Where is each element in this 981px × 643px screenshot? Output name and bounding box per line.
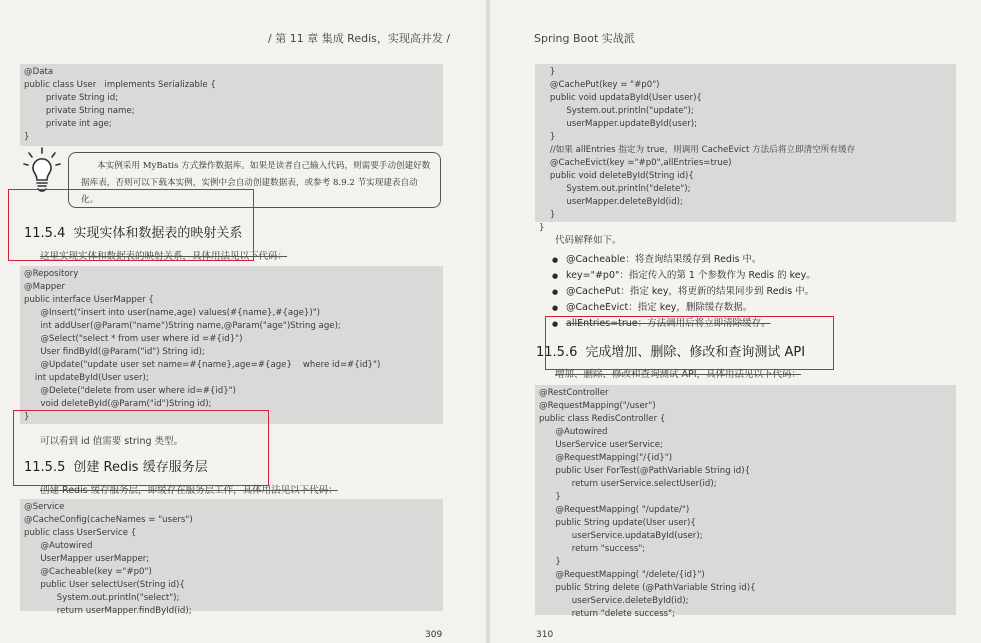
- section-number: 11.5.6: [536, 345, 578, 360]
- code-line: }: [539, 492, 561, 502]
- annotation-item: ● @Cacheable：将查询结果缓存到 Redis 中。: [552, 252, 816, 268]
- code-block-user-class: [20, 64, 443, 146]
- code-line: @Cacheable(key ="#p0"): [24, 567, 152, 577]
- code-line: private String id;: [24, 93, 119, 103]
- annotation-item: ● allEntries=true：方法调用后将立即清除缓存。: [552, 316, 816, 332]
- section-title: 完成增加、删除、修改和查询测试 API: [585, 345, 806, 360]
- code-line: @RequestMapping( "/update/"): [539, 505, 690, 515]
- highlight-box-section-11-5-6: [545, 316, 834, 370]
- code-line: @RequestMapping( "/delete/{id}"): [539, 570, 705, 580]
- code-line: userService.deleteById(id);: [539, 596, 689, 606]
- code-line: return userMapper.findById(id);: [24, 606, 192, 616]
- code-line: public void updataById(User user){: [539, 93, 702, 103]
- running-head-left: / 第 11 章 集成 Redis，实现高并发 /: [268, 32, 451, 45]
- section-number: 11.5.4: [24, 226, 66, 241]
- code-line: //如果 allEntries 指定为 true，则调用 CacheEvict 方法后将立即清空所有缓存: [539, 145, 856, 155]
- code-line: return userService.selectUser(id);: [539, 479, 717, 489]
- code-line: public class RedisController {: [539, 414, 666, 424]
- code-line: @RestController: [539, 388, 609, 398]
- code-line: User findById(@Param("id") String id);: [24, 347, 205, 357]
- annotation-item: ● @CachePut：指定 key，将更新的结果同步到 Redis 中。: [552, 284, 816, 300]
- code-line: private String name;: [24, 106, 135, 116]
- code-line: @RequestMapping("/{id}"): [539, 453, 673, 463]
- code-line: @CacheConfig(cacheNames = "users"): [24, 515, 193, 525]
- running-head-right: Spring Boot 实战派: [534, 32, 635, 45]
- code-line: int addUser(@Param("name")String name,@Param("age")String age);: [24, 321, 341, 331]
- paragraph-service-intro: 创建 Redis 缓存服务层，即缓存在服务层工作，具体用法见以下代码：: [40, 485, 338, 496]
- code-line: }: [539, 132, 556, 142]
- code-line: }: [539, 557, 561, 567]
- code-line: private int age;: [24, 119, 112, 129]
- code-line: System.out.println("delete");: [539, 184, 691, 194]
- code-line: @CacheEvict(key ="#p0",allEntries=true): [539, 158, 732, 168]
- section-title: 实现实体和数据表的映射关系: [73, 226, 243, 241]
- code-line: System.out.println("update");: [539, 106, 694, 116]
- paragraph-id-type: 可以看到 id 值需要 string 类型。: [40, 436, 184, 447]
- code-line: return "success";: [539, 544, 646, 554]
- code-line: userMapper.updateById(user);: [539, 119, 698, 129]
- code-line: }: [539, 223, 545, 233]
- code-block-cache-methods: [535, 64, 956, 233]
- code-line: public String update(User user){: [539, 518, 696, 528]
- left-page: [0, 0, 486, 643]
- code-block-user-mapper: [20, 266, 443, 424]
- code-line: }: [24, 412, 30, 422]
- note-box: 本实例采用 MyBatis 方式操作数据库。如果是读者自己输入代码，则需要手动创建好数据库表，否则可以下载本实例，实例中会自动创建数据表，或参考 8.9.2 节实现建表自动化。: [68, 152, 441, 208]
- page-number-right: 310: [536, 630, 554, 640]
- code-line: @Repository: [24, 269, 79, 279]
- code-block-redis-controller: [535, 385, 956, 619]
- code-line: @Service: [24, 502, 65, 512]
- code-line: }: [539, 67, 556, 77]
- code-line: System.out.println("select");: [24, 593, 180, 603]
- code-line: userMapper.deleteById(id);: [539, 197, 683, 207]
- annotation-item: ● @CacheEvict：指定 key，删除缓存数据。: [552, 300, 816, 316]
- code-line: @Update("update user set name=#{name},age=#{age} where id=#{id}"): [24, 360, 381, 370]
- code-line: public class UserService {: [24, 528, 137, 538]
- code-line: @Insert("insert into user(name,age) values(#{name},#{age})"): [24, 308, 321, 318]
- highlight-box-section-11-5-4: [8, 189, 254, 261]
- code-line: public class User implements Serializable {: [24, 80, 216, 90]
- annotation-item: ● key="#p0"：指定传入的第 1 个参数作为 Redis 的 key。: [552, 268, 816, 284]
- code-line: public User ForTest(@PathVariable String id){: [539, 466, 751, 476]
- code-line: return "delete success";: [539, 609, 676, 619]
- code-line: }: [539, 210, 556, 220]
- code-line: public void deleteById(String id){: [539, 171, 694, 181]
- highlight-box-section-11-5-5: [13, 410, 269, 486]
- code-line: @CachePut(key = "#p0"): [539, 80, 660, 90]
- code-line: @RequestMapping("/user"): [539, 401, 656, 411]
- code-line: public interface UserMapper {: [24, 295, 154, 305]
- code-line: public User selectUser(String id){: [24, 580, 185, 590]
- code-line: @Autowired: [24, 541, 93, 551]
- code-line: UserMapper userMapper;: [24, 554, 150, 564]
- code-line: void deleteById(@Param("id")String id);: [24, 399, 212, 409]
- code-line: @Mapper: [24, 282, 66, 292]
- code-line: public String delete (@PathVariable String id){: [539, 583, 756, 593]
- paragraph-mapping-intro: 这里实现实体和数据表的映射关系，具体用法见以下代码：: [40, 251, 288, 262]
- section-title: 创建 Redis 缓存服务层: [73, 460, 208, 475]
- page-number-left: 309: [425, 630, 443, 640]
- paragraph-code-explanation: 代码解释如下。: [555, 235, 622, 246]
- code-block-user-service: [20, 499, 443, 616]
- code-line: @Data: [24, 67, 54, 77]
- code-line: UserService userService;: [539, 440, 663, 450]
- code-line: @Delete("delete from user where id=#{id}"): [24, 386, 236, 396]
- code-line: userService.updataById(user);: [539, 531, 703, 541]
- paragraph-api-intro: 增加、删除、修改和查询测试 API，具体用法见以下代码：: [555, 369, 802, 380]
- code-line: int updateById(User user);: [24, 373, 149, 383]
- code-line: }: [24, 132, 30, 142]
- section-number: 11.5.5: [24, 460, 66, 475]
- code-line: @Select("select * from user where id =#{id}"): [24, 334, 243, 344]
- code-line: @Autowired: [539, 427, 608, 437]
